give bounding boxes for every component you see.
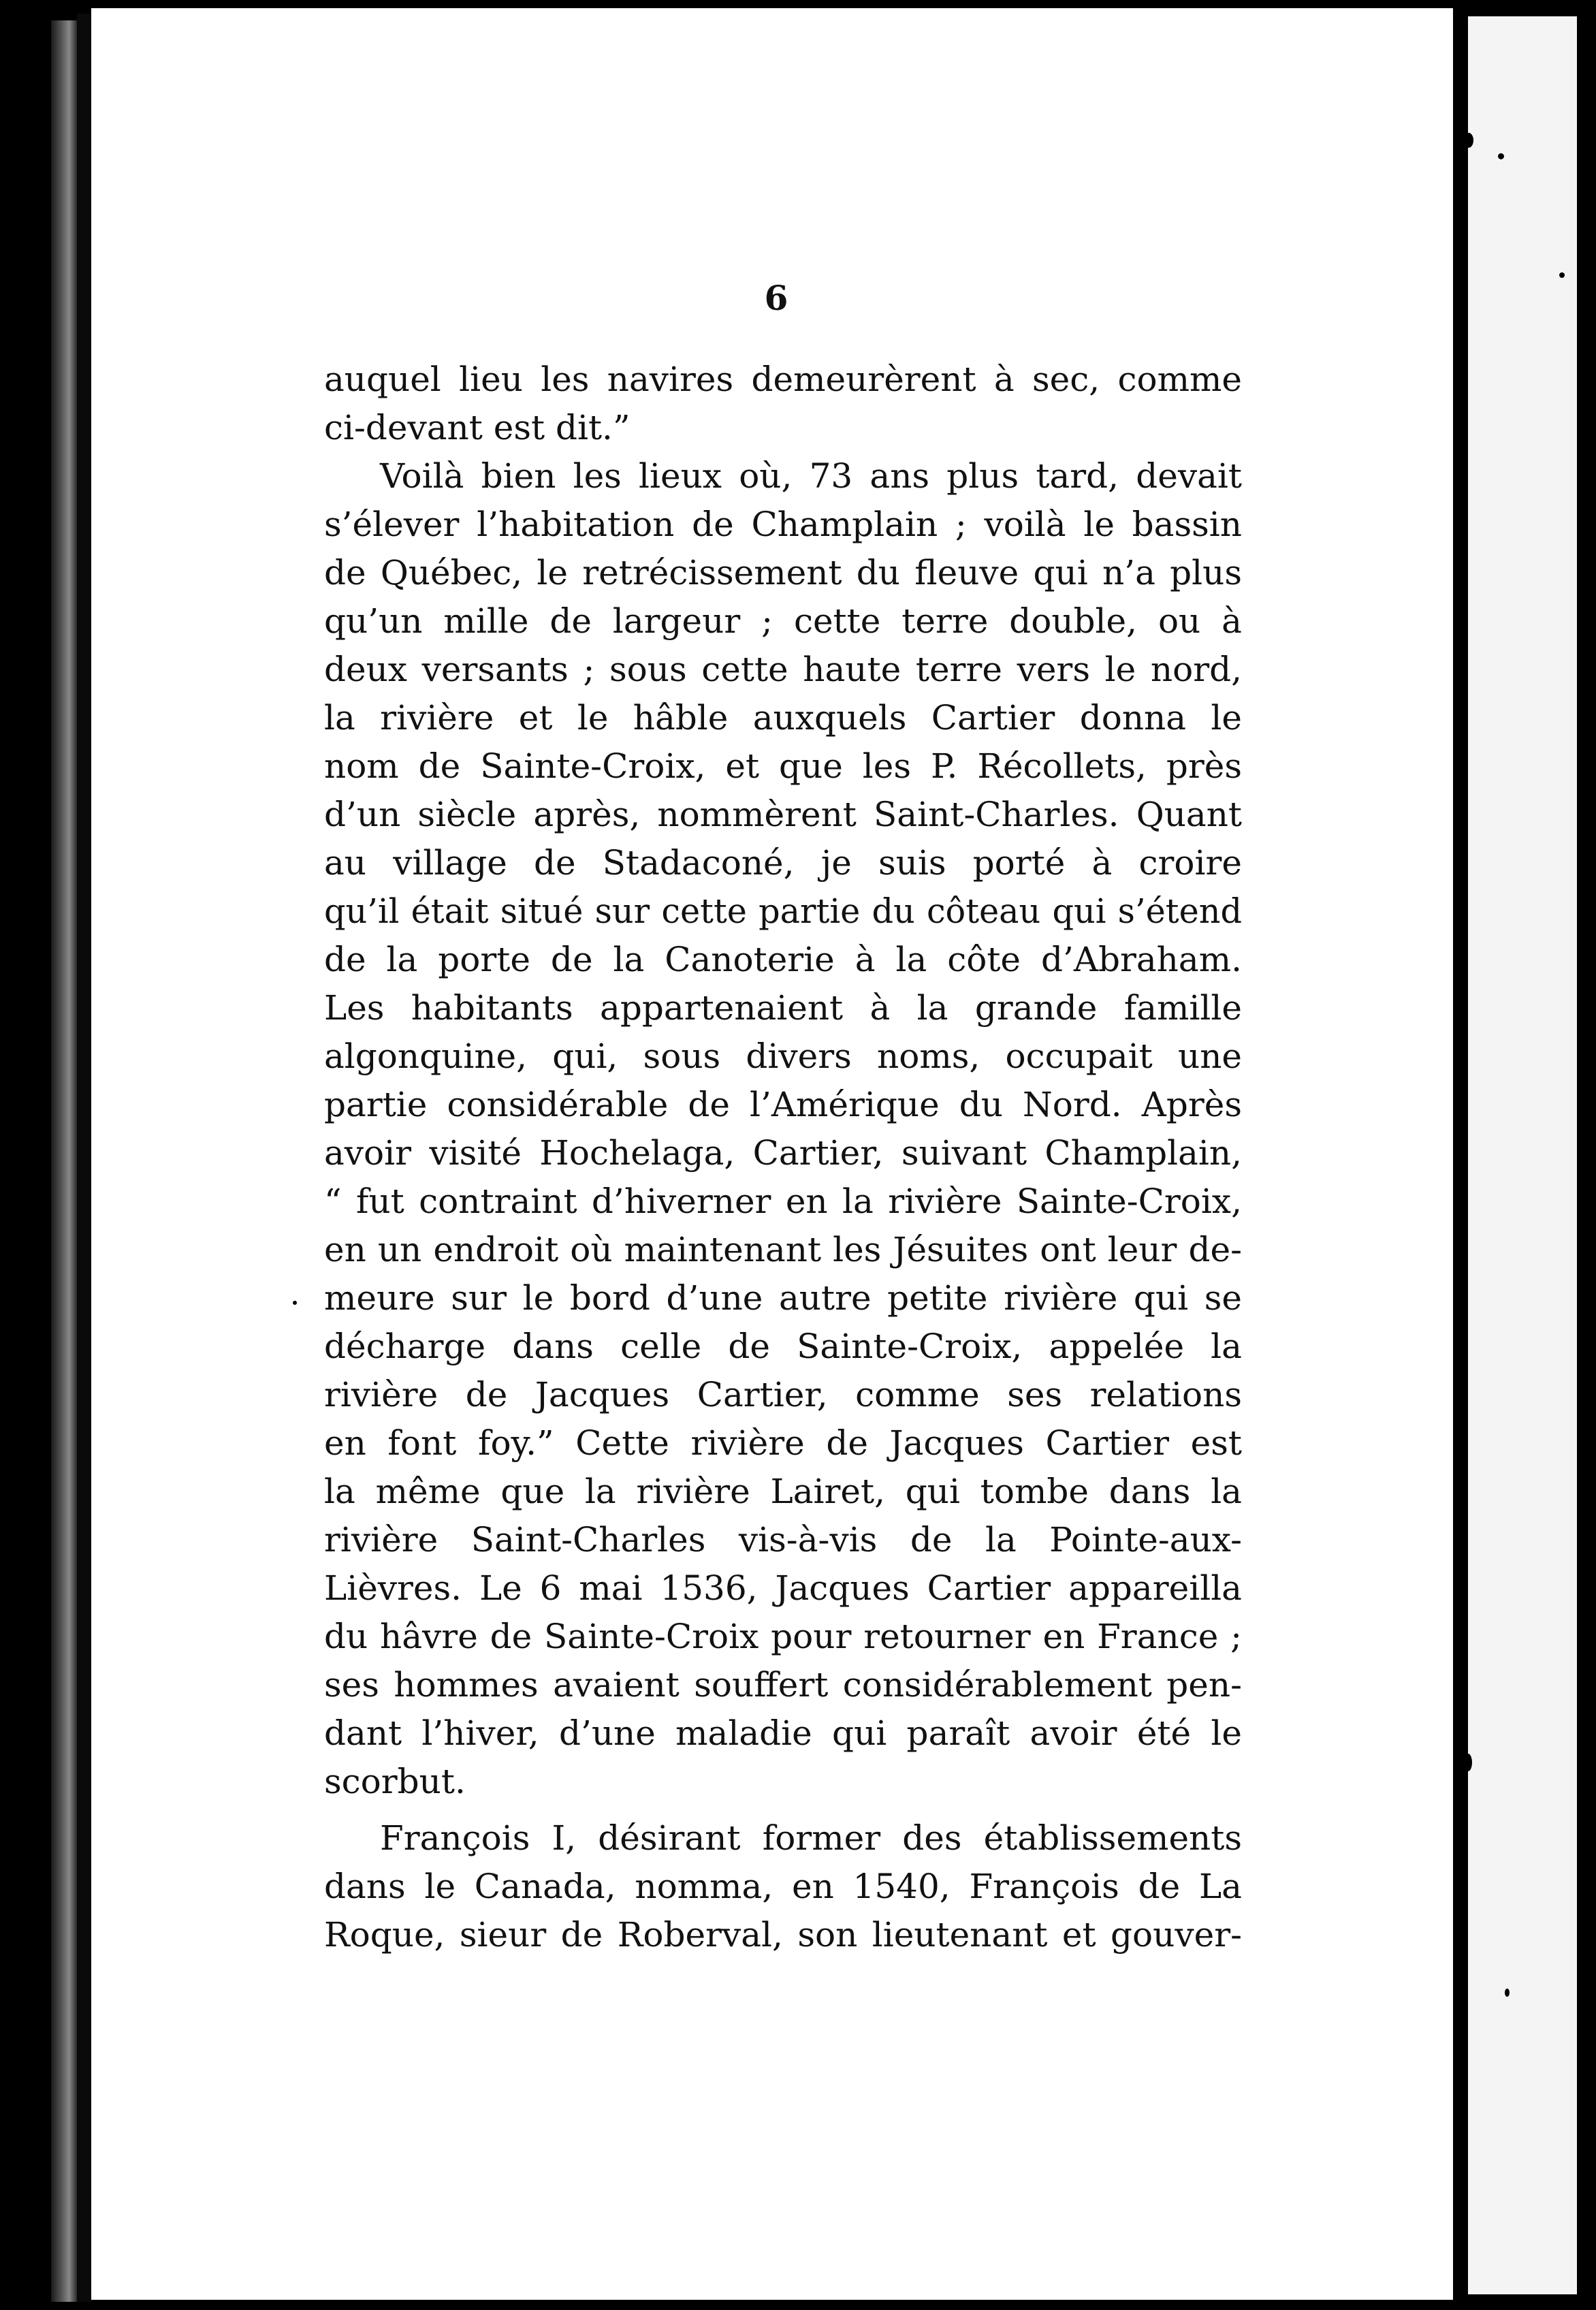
- text-line: de Québec, le retrécissement du fleuve qui n’a plus: [324, 553, 1242, 592]
- text-line: algonquine, qui, sous divers noms, occupait une: [324, 1037, 1242, 1076]
- page-number: 6: [764, 278, 788, 318]
- text-line: qu’un mille de largeur ; cette terre double, ou à: [324, 601, 1242, 641]
- text-line: dant l’hiver, d’une maladie qui paraît avoir été le: [324, 1713, 1242, 1753]
- text-line: ses hommes avaient souffert considérablement pen-: [324, 1665, 1242, 1705]
- text-line: Roque, sieur de Roberval, son lieutenant et gouver-: [324, 1915, 1242, 1955]
- text-line: en font foy.” Cette rivière de Jacques Cartier est: [324, 1423, 1242, 1463]
- scan-speck: [1559, 272, 1565, 278]
- page-edge: [1453, 0, 1468, 2310]
- text-line: deux versants ; sous cette haute terre vers le nord,: [324, 650, 1242, 689]
- text-line: Lièvres. Le 6 mai 1536, Jacques Cartier appareilla: [324, 1568, 1242, 1608]
- book-gutter: [51, 20, 77, 2302]
- text-line: Les habitants appartenaient à la grande famille: [324, 988, 1242, 1028]
- scan-speck: [293, 1301, 297, 1305]
- text-line: la rivière et le hâble auxquels Cartier donna le: [324, 698, 1242, 738]
- scan-speck: [1464, 1754, 1472, 1771]
- text-line: nom de Sainte-Croix, et que les P. Récollets, près: [324, 746, 1242, 786]
- text-line: rivière Saint-Charles vis-à-vis de la Pointe-aux-: [324, 1520, 1242, 1560]
- text-line: en un endroit où maintenant les Jésuites ont leur de-: [324, 1230, 1242, 1269]
- text-line: s’élever l’habitation de Champlain ; voilà le bassin: [324, 505, 1242, 544]
- text-line: “ fut contraint d’hiverner en la rivière Sainte-Croix,: [324, 1182, 1242, 1221]
- gutter-shadow: [77, 14, 91, 2302]
- text-line: la même que la rivière Lairet, qui tombe dans la: [324, 1472, 1242, 1511]
- text-line: décharge dans celle de Sainte-Croix, appelée la: [324, 1327, 1242, 1366]
- scan-speck: [1505, 1989, 1510, 1997]
- text-line: partie considérable de l’Amérique du Nord. Après: [324, 1085, 1242, 1124]
- text-line: rivière de Jacques Cartier, comme ses relations: [324, 1375, 1242, 1414]
- text-line: qu’il était situé sur cette partie du côteau qui s’étend: [324, 891, 1242, 931]
- text-line: du hâvre de Sainte-Croix pour retourner en France ;: [324, 1617, 1242, 1656]
- text-line: d’un siècle après, nommèrent Saint-Charles. Quant: [324, 795, 1242, 834]
- text-line: scorbut.: [324, 1762, 466, 1801]
- text-line: avoir visité Hochelaga, Cartier, suivant Champlain,: [324, 1133, 1242, 1173]
- adjacent-page-edge: [1468, 16, 1577, 2294]
- text-line: auquel lieu les navires demeurèrent à sec, comme: [324, 360, 1242, 399]
- body-text: [324, 355, 1242, 1959]
- text-line: dans le Canada, nomma, en 1540, François de La: [324, 1867, 1242, 1906]
- text-line: ci-devant est dit.”: [324, 408, 631, 447]
- text-line: de la porte de la Canoterie à la côte d’Abraham.: [324, 940, 1242, 979]
- scan-speck: [1464, 133, 1473, 148]
- scan-speck: [31, 1629, 38, 1641]
- text-line: meure sur le bord d’une autre petite rivière qui se: [324, 1278, 1242, 1318]
- scan-speck: [1498, 153, 1504, 159]
- text-line: François I, désirant former des établissements: [380, 1818, 1242, 1858]
- text-line: Voilà bien les lieux où, 73 ans plus tard, devait: [380, 456, 1242, 496]
- text-line: au village de Stadaconé, je suis porté à croire: [324, 843, 1242, 883]
